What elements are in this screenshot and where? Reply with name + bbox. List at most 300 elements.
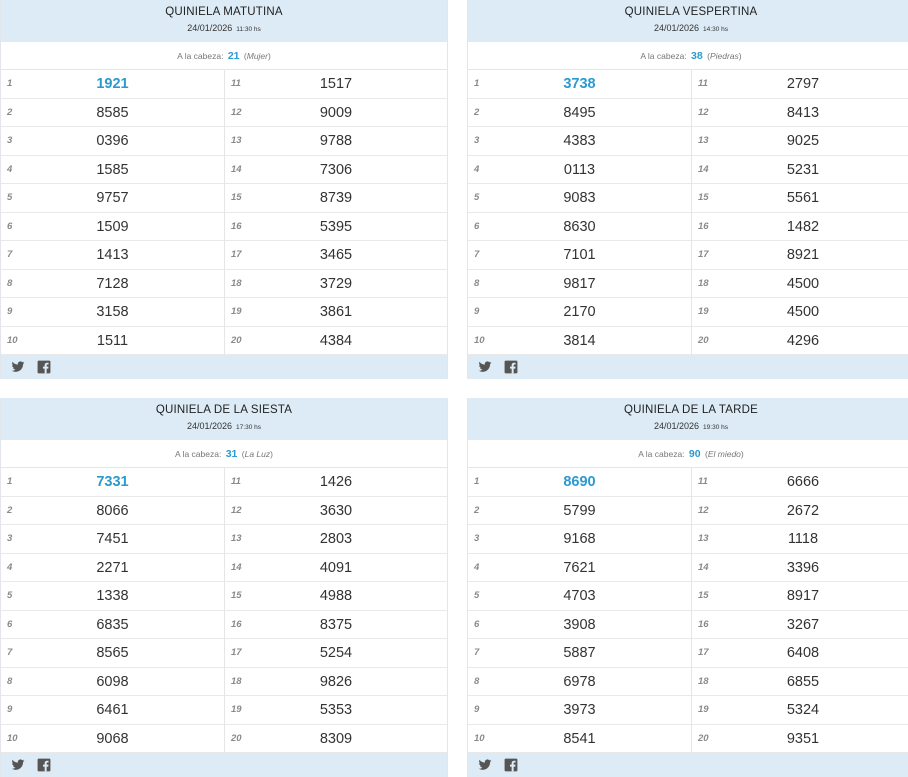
result-position: 14 [698,163,709,175]
result-row [692,298,908,327]
result-number: 6408 [786,645,820,661]
result-number: 6835 [96,616,129,633]
result-row [1,156,224,185]
cabeza-label: A la cabeza: [638,449,685,459]
result-position: 17 [231,249,242,260]
cabeza-label: A la cabeza: [175,449,222,459]
result-position: 16 [231,220,242,232]
result-number: 8066 [96,502,129,519]
card-datetime [468,23,908,33]
result-number: 0396 [96,133,129,149]
result-number: 8630 [563,218,596,235]
result-number: 1511 [96,332,129,349]
result-position: 9 [474,704,480,715]
result-row [692,184,908,213]
card-title: QUINIELA MATUTINA [165,6,283,18]
result-position: 3 [7,533,13,544]
result-row [468,213,691,242]
result-number: 6098 [96,673,129,690]
result-position: 3 [474,533,480,544]
cabeza-line [1,42,447,70]
result-row [225,241,447,270]
results-column-right [224,70,447,355]
cabeza-label: A la cabeza: [177,51,224,61]
result-position: 17 [698,249,709,260]
quiniela-card-matutina [0,0,448,379]
result-number: 8495 [563,104,596,121]
cabeza-meaning: (El miedo) [704,449,744,459]
result-number: 7101 [563,247,596,263]
result-position: 19 [698,704,709,715]
card-title: QUINIELA DE LA SIESTA [155,404,293,416]
result-position: 7 [474,249,480,260]
result-row [468,725,691,754]
share-bar [468,355,908,379]
result-number: 9083 [563,190,596,206]
result-row [468,668,691,697]
result-position: 1 [7,78,13,89]
facebook-icon[interactable] [504,758,518,772]
result-position: 6 [474,220,480,232]
result-row [468,270,691,299]
share-bar [468,753,908,777]
result-number: 4091 [319,559,353,576]
results-column-right [224,468,447,753]
result-position: 4 [7,561,13,573]
results-table [468,468,908,753]
result-number: 8739 [319,190,353,206]
cabeza-meaning: (Mujer) [243,51,271,61]
result-row [692,497,908,526]
result-number: 0113 [563,161,596,178]
result-number: 1118 [787,531,819,547]
result-number: 2672 [786,502,820,519]
result-number: 7621 [563,559,596,576]
result-position: 16 [698,618,709,630]
result-position: 5 [7,192,13,203]
result-row [225,213,447,242]
result-row [1,611,224,640]
twitter-icon[interactable] [478,758,492,772]
cabeza-number: 21 [227,50,240,62]
result-position: 3 [474,135,480,146]
result-row [692,525,908,554]
result-row [225,696,447,725]
result-position: 1 [474,476,480,487]
result-row [692,270,908,299]
result-row [468,611,691,640]
results-column-left [1,468,224,753]
facebook-icon[interactable] [504,360,518,374]
result-number: 1509 [96,218,129,235]
cabeza-meaning: (Piedras) [707,51,742,61]
result-number: 4500 [786,304,820,320]
result-position: 17 [231,647,242,658]
results-column-right [691,70,908,355]
result-row [468,525,691,554]
result-position: 3 [7,135,13,146]
result-number: 6978 [563,673,596,690]
result-position: 4 [474,561,480,573]
result-position: 14 [231,561,242,573]
result-number: 8413 [786,104,820,121]
result-position: 13 [231,135,242,146]
result-position: 18 [231,675,242,687]
result-number: 6666 [786,474,820,490]
result-row [468,582,691,611]
result-position: 9 [7,306,13,317]
result-row [468,468,691,497]
result-number: 4296 [786,332,820,349]
result-number: 3396 [786,559,820,576]
result-row [225,327,447,356]
result-row [1,270,224,299]
result-row [468,99,691,128]
result-row [1,497,224,526]
result-position: 2 [7,106,13,118]
card-time: 11:30 hs [236,26,261,33]
result-position: 1 [474,78,480,89]
result-position: 20 [698,334,709,346]
result-row [692,611,908,640]
card-header [468,398,908,440]
result-row [225,70,447,99]
result-number: 3973 [563,702,596,718]
results-table [468,70,908,355]
card-title: QUINIELA DE LA TARDE [624,404,758,416]
result-row [468,298,691,327]
result-number: 9025 [786,133,820,149]
result-row [468,70,691,99]
card-time: 19:30 hs [703,424,728,431]
result-number: 9168 [563,531,596,547]
result-number: 6461 [96,702,129,718]
result-position: 16 [698,220,709,232]
card-date: 24/01/2026 [187,421,233,431]
result-row [468,156,691,185]
result-number: 3908 [563,616,596,633]
result-position: 19 [231,306,242,317]
result-row [468,497,691,526]
result-row [1,213,224,242]
quiniela-card-siesta [0,398,448,777]
result-row [1,668,224,697]
result-row [225,639,447,668]
result-position: 5 [7,590,13,601]
result-number: 5887 [563,645,596,661]
result-row [468,241,691,270]
result-position: 2 [7,504,13,516]
result-row [1,327,224,356]
result-number: 1413 [96,247,129,263]
result-row [1,241,224,270]
result-position: 9 [474,306,480,317]
result-row [225,554,447,583]
result-row [692,582,908,611]
result-row [692,327,908,356]
result-position: 17 [698,647,709,658]
result-row [692,213,908,242]
card-title: QUINIELA VESPERTINA [624,6,758,18]
head-number: 3738 [563,76,596,92]
result-row [1,554,224,583]
result-position: 15 [231,192,242,203]
result-position: 10 [7,732,18,744]
result-number: 6855 [786,673,820,690]
head-number: 1921 [96,76,129,92]
twitter-icon[interactable] [11,758,25,772]
result-number: 8309 [319,730,353,747]
share-bar [1,753,447,777]
result-position: 5 [474,590,480,601]
result-number: 5799 [563,502,596,519]
result-row [225,270,447,299]
result-row [468,696,691,725]
result-number: 5395 [319,218,353,235]
result-row [225,525,447,554]
result-position: 8 [474,675,480,687]
card-header [1,398,447,440]
result-number: 9757 [96,190,129,206]
result-row [692,554,908,583]
result-row [225,184,447,213]
result-number: 5353 [319,702,353,718]
result-row [692,696,908,725]
result-position: 7 [474,647,480,658]
results-column-left [468,70,691,355]
result-position: 19 [698,306,709,317]
result-number: 9068 [96,730,129,747]
result-number: 8921 [786,247,820,263]
result-position: 15 [231,590,242,601]
result-row [225,298,447,327]
result-position: 11 [698,78,708,89]
result-position: 12 [698,106,709,118]
result-number: 2271 [96,559,129,576]
result-number: 8375 [319,616,353,633]
cabeza-line [468,42,908,70]
result-position: 14 [698,561,709,573]
results-table [1,70,447,355]
cabeza-number: 38 [691,50,703,62]
result-number: 7306 [319,161,353,178]
cabeza-word: El miedo [707,449,741,459]
result-row [692,668,908,697]
quiniela-card-vespertina [467,0,908,379]
result-position: 11 [698,476,708,487]
cabeza-word: Mujer [246,51,268,61]
share-bar [1,355,447,379]
result-row [225,127,447,156]
result-position: 11 [231,78,241,89]
result-row [1,184,224,213]
result-position: 13 [698,135,709,146]
result-number: 9351 [786,730,820,747]
result-position: 13 [698,533,709,544]
result-number: 8541 [563,730,596,747]
result-number: 3158 [96,304,129,320]
facebook-icon[interactable] [37,360,51,374]
result-row [468,184,691,213]
result-number: 1517 [319,76,353,92]
result-position: 8 [7,675,13,687]
results-column-left [468,468,691,753]
result-row [225,497,447,526]
card-date: 24/01/2026 [187,23,233,33]
card-time: 14:30 hs [703,26,728,33]
cabeza-label: A la cabeza: [640,51,687,61]
result-row [468,639,691,668]
result-number: 8585 [96,104,129,121]
result-position: 12 [698,504,709,516]
result-number: 7128 [96,275,129,292]
card-header [1,0,447,42]
result-row [692,70,908,99]
result-position: 8 [474,277,480,289]
twitter-icon[interactable] [11,360,25,374]
result-number: 4703 [563,588,596,604]
card-datetime [1,421,447,431]
result-row [692,468,908,497]
result-row [468,127,691,156]
result-position: 10 [474,334,485,346]
result-position: 10 [7,334,18,346]
result-number: 4384 [319,332,353,349]
result-row [225,468,447,497]
result-number: 2803 [319,531,353,547]
result-position: 6 [7,618,13,630]
card-datetime [468,421,908,431]
result-number: 8917 [786,588,820,604]
result-row [692,241,908,270]
result-position: 10 [474,732,485,744]
result-number: 2797 [786,76,820,92]
result-row [1,525,224,554]
result-number: 1338 [96,588,129,604]
result-row [1,127,224,156]
result-number: 1585 [96,161,129,178]
result-position: 18 [698,277,709,289]
result-row [468,327,691,356]
result-position: 2 [474,106,480,118]
result-position: 8 [7,277,13,289]
result-row [225,99,447,128]
cabeza-meaning: (La Luz) [241,449,273,459]
result-number: 4500 [786,275,820,292]
cabeza-word: Piedras [709,51,739,61]
result-number: 1426 [319,474,353,490]
result-number: 9817 [563,275,596,292]
result-position: 2 [474,504,480,516]
cabeza-number: 90 [688,448,701,460]
result-row [1,639,224,668]
result-position: 1 [7,476,13,487]
result-row [692,156,908,185]
result-number: 3861 [319,304,353,320]
results-column-right [691,468,908,753]
card-time: 17:30 hs [236,424,261,431]
result-row [468,554,691,583]
result-row [1,725,224,754]
result-position: 12 [231,106,242,118]
result-number: 3814 [563,332,596,349]
result-row [1,468,224,497]
card-header [468,0,908,42]
result-number: 9788 [319,133,353,149]
result-number: 4988 [319,588,353,604]
card-date: 24/01/2026 [654,23,700,33]
result-position: 5 [474,192,480,203]
result-number: 3630 [319,502,353,519]
cabeza-word: La Luz [244,449,271,459]
result-position: 4 [474,163,480,175]
result-position: 20 [698,732,709,744]
result-position: 20 [231,334,242,346]
result-position: 20 [231,732,242,744]
quiniela-card-tarde [467,398,908,777]
card-datetime [1,23,447,33]
result-number: 9826 [319,673,353,690]
result-number: 5254 [319,645,353,661]
result-position: 7 [7,249,13,260]
result-number: 4383 [563,133,596,149]
result-number: 3465 [319,247,353,263]
result-number: 1482 [786,218,820,235]
result-row [692,639,908,668]
result-row [1,99,224,128]
result-row [1,298,224,327]
result-number: 8565 [96,645,129,661]
result-position: 6 [474,618,480,630]
result-number: 5231 [786,161,820,178]
result-row [225,725,447,754]
twitter-icon[interactable] [478,360,492,374]
result-position: 13 [231,533,242,544]
result-position: 18 [231,277,242,289]
card-date: 24/01/2026 [654,421,700,431]
result-position: 11 [231,476,241,487]
result-row [692,99,908,128]
result-number: 2170 [563,304,596,320]
result-position: 7 [7,647,13,658]
result-number: 5561 [786,190,820,206]
results-column-left [1,70,224,355]
cabeza-line [468,440,908,468]
result-row [1,696,224,725]
result-number: 3729 [319,275,353,292]
head-number: 8690 [563,474,596,490]
result-position: 16 [231,618,242,630]
cabeza-line [1,440,447,468]
result-number: 5324 [786,702,820,718]
result-position: 14 [231,163,242,175]
result-row [225,668,447,697]
result-position: 19 [231,704,242,715]
result-position: 15 [698,590,709,601]
head-number: 7331 [96,474,129,490]
result-position: 15 [698,192,709,203]
result-number: 3267 [786,616,820,633]
result-position: 9 [7,704,13,715]
result-row [225,156,447,185]
result-row [225,582,447,611]
result-number: 9009 [319,104,353,121]
result-row [692,725,908,754]
result-position: 12 [231,504,242,516]
result-position: 18 [698,675,709,687]
facebook-icon[interactable] [37,758,51,772]
result-row [1,70,224,99]
